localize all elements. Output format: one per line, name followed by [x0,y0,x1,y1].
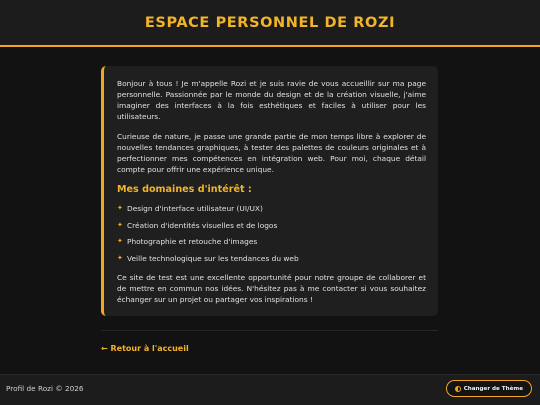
profile-card [101,66,438,316]
back-home-link[interactable]: ← Retour à l'accueil [101,344,189,353]
site-footer [0,374,540,405]
list-item-label: Photographie et retouche d'images [127,237,258,246]
list-item-label: Design d'interface utilisateur (UI/UX) [127,204,263,213]
list-item [117,236,426,247]
list-item [117,253,426,264]
list-item [117,220,426,231]
intro-paragraph-2: Curieuse de nature, je passe une grande partie de mon temps libre à explorer de nouvelles tendances graphiques, à tester des palettes de couleurs originales et à perfectionner mes compétences en intégration web. Pour moi, chaque détail compte pour offrir une expérience unique. [117,132,426,174]
change-theme-button[interactable] [446,380,532,397]
closing-paragraph: Ce site de test est une excellente opportunité pour notre groupe de collaborer et de mettre en commun nos idées. N'hésitez pas à me contacter si vous souhaitez échanger sur un projet ou partager vos inspirations ! [117,272,426,304]
page-title: ESPACE PERSONNEL DE ROZI [144,14,396,31]
interests-list [117,203,426,264]
star-bullet-icon: ✦ [117,204,123,212]
intro-paragraph-1: Bonjour à tous ! Je m'appelle Rozi et je suis ravie de vous accueillir sur ma page personnelle. Passionnée par le monde du design et de la création visuelle, j'aime imaginer des interfaces à la fois esthétiques et faciles à utiliser pour les utilisateurs. [117,79,426,121]
list-item-label: Création d'identités visuelles et de logos [127,220,278,230]
divider [101,330,438,331]
star-bullet-icon: ✦ [117,253,123,262]
star-bullet-icon: ✦ [117,237,123,245]
site-header [0,0,540,47]
star-bullet-icon: ✦ [117,220,123,229]
interests-heading: Mes domaines d'intérêt : [117,184,252,195]
change-theme-label: Changer de Thème [463,385,523,392]
list-item-label: Veille technologique sur les tendances du web [127,253,299,263]
copyright-text: Profil de Rozi © 2026 [6,384,84,393]
half-moon-icon [455,386,461,392]
list-item [117,203,426,214]
